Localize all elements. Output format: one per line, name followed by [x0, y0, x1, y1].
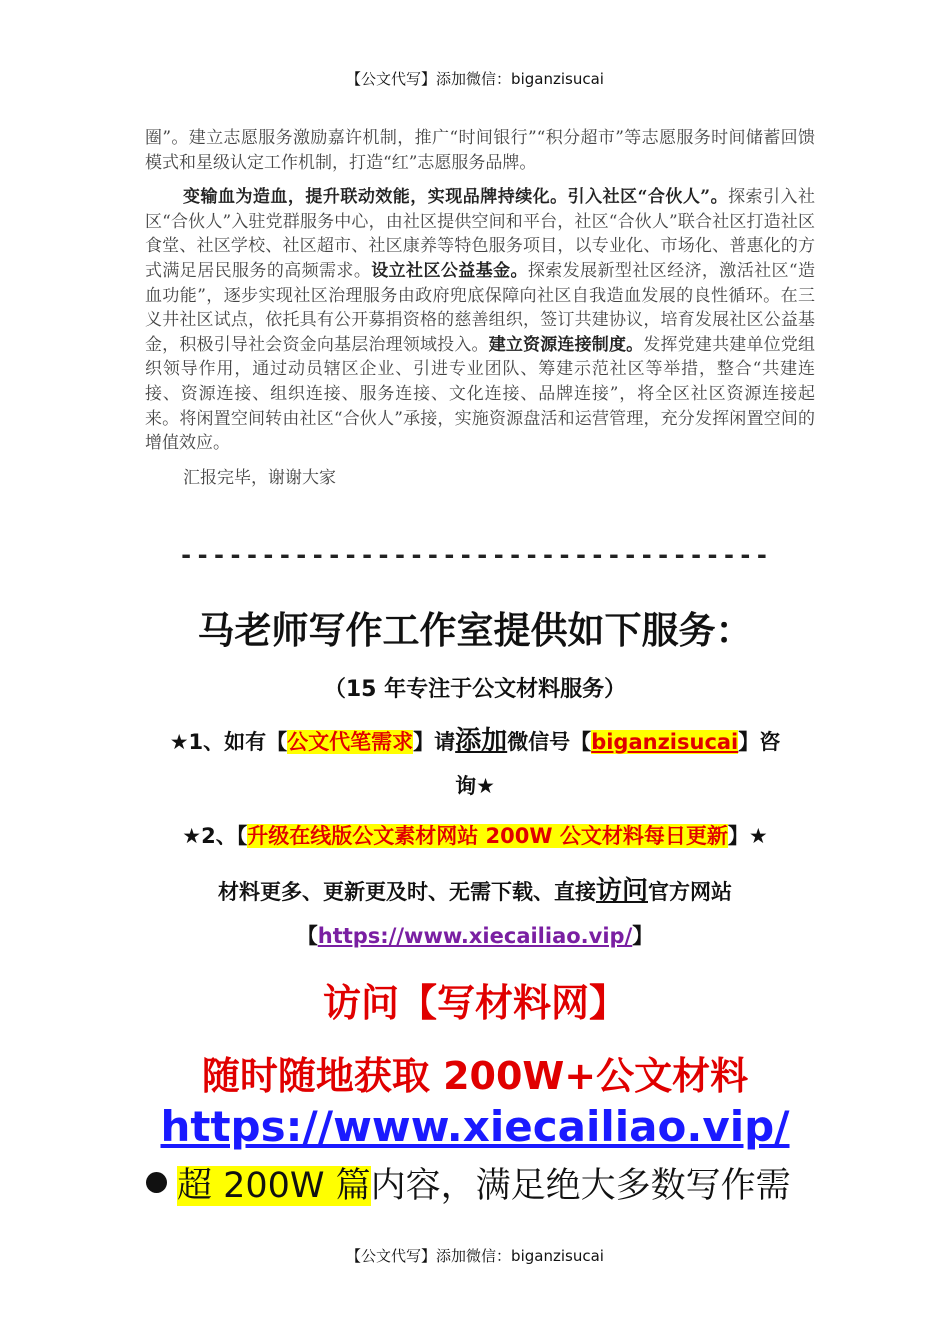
bullet-icon [146, 1172, 167, 1193]
website-link-small[interactable]: https://www.xiecailiao.vip/ [317, 924, 633, 948]
ad-line-4-open: 【 [296, 924, 318, 948]
paragraph-1: 圈”。建立志愿服务激励嘉许机制，推广“时间银行”“积分超市”等志愿服务时间储蓄回馈模式和星级认定工作机制，打造“红”志愿服务品牌。 [145, 128, 815, 173]
bold-heading-2: 设立社区公益基金。 [371, 260, 528, 281]
ad-line-2 [0, 820, 950, 850]
ad-line-1-wechat-label: 微信号【 [507, 730, 592, 754]
ad-highlight-upgrade: 升级在线版公文素材网站 200W 公文材料每日更新 [247, 824, 728, 848]
ad-line-1-suffix: 】咨 [738, 730, 781, 754]
ad-title: 马老师写作工作室提供如下服务： [197, 609, 753, 652]
ad-line-4-close: 】 [632, 924, 654, 948]
bold-heading-1: 变输血为造血，提升联动效能，实现品牌持续化。引入社区“合伙人”。 [183, 187, 729, 208]
page-footer: 【公文代写】添加微信：biganzisucai [346, 1247, 604, 1265]
bullet-highlight: 超 200W 篇 [177, 1166, 371, 1206]
bold-heading-3: 建立资源连接制度。 [488, 334, 644, 355]
ad-wechat-id: biganzisucai [591, 730, 739, 754]
ad-line-3-suffix: 官方网站 [648, 880, 732, 904]
visit-title: 访问【写材料网】 [322, 981, 627, 1025]
ad-line-1 [0, 720, 950, 757]
paragraph-2-text-2: 探索发展新型社区经济，激活社区“造血功能”，逐步实现社区治理服务由政府兜底保障向社区自我造血发展的良性循环。在三义井社区试点，依托具有公开募捐资格的慈善组织，签订共建协议，培育发展社区公益基金，积极引导社会资金向基层治理领域投入。 [145, 260, 815, 355]
paragraph-2 [145, 185, 815, 456]
bullet-line [146, 1158, 791, 1208]
body-text [145, 126, 815, 490]
ad-line-1-continued: 询★ [455, 774, 495, 798]
paragraph-3: 汇报完毕，谢谢大家 [183, 467, 336, 488]
ad-line-3-prefix: 材料更多、更新更及时、无需下载、直接 [217, 880, 596, 904]
paragraph-2-text-3: 发挥党建共建单位党组织领导作用，通过动员辖区企业、引进专业团队、筹建示范社区等举措，整合“共建连接、资源连接、组织连接、服务连接、文化连接、品牌连接”，将全区社区资源连接起来。将闲置空间转由社区“合伙人”承接，实施资源盘活和运营管理，充分发挥闲置空间的增值效应。 [145, 334, 816, 454]
big-url-line [0, 1102, 950, 1151]
ad-line-2-suffix: 】★ [727, 824, 768, 848]
page-header: 【公文代写】添加微信：biganzisucai [346, 70, 604, 88]
ad-line-1-prefix: ★1、如有【 [169, 730, 288, 754]
divider: ------------------------------------ [178, 541, 772, 569]
ad-line-4 [0, 920, 950, 950]
ad-visit-link[interactable]: 访问 [595, 876, 648, 906]
ad-line-3 [0, 870, 950, 907]
website-link-large[interactable]: https://www.xiecailiao.vip/ [160, 1102, 790, 1151]
ad-add-link[interactable]: 添加 [455, 726, 508, 756]
bullet-text: 内容，满足绝大多数写作需 [370, 1166, 791, 1206]
ad-subtitle: （15 年专注于公文材料服务） [323, 677, 627, 702]
ad-line-1-mid: 】请 [413, 730, 456, 754]
ad-highlight-need: 公文代笔需求 [287, 730, 414, 754]
paragraph-2-text-1: 探索引入社区“合伙人”入驻党群服务中心，由社区提供空间和平台，社区“合伙人”联合社区打造社区食堂、社区学校、社区超市、社区康养等特色服务项目，以专业化、市场化、普惠化的方式满足居民服务的高频需求。 [145, 187, 815, 281]
slogan: 随时随地获取 200W+公文材料 [201, 1054, 749, 1098]
ad-line-2-prefix: ★2、【 [182, 824, 248, 848]
